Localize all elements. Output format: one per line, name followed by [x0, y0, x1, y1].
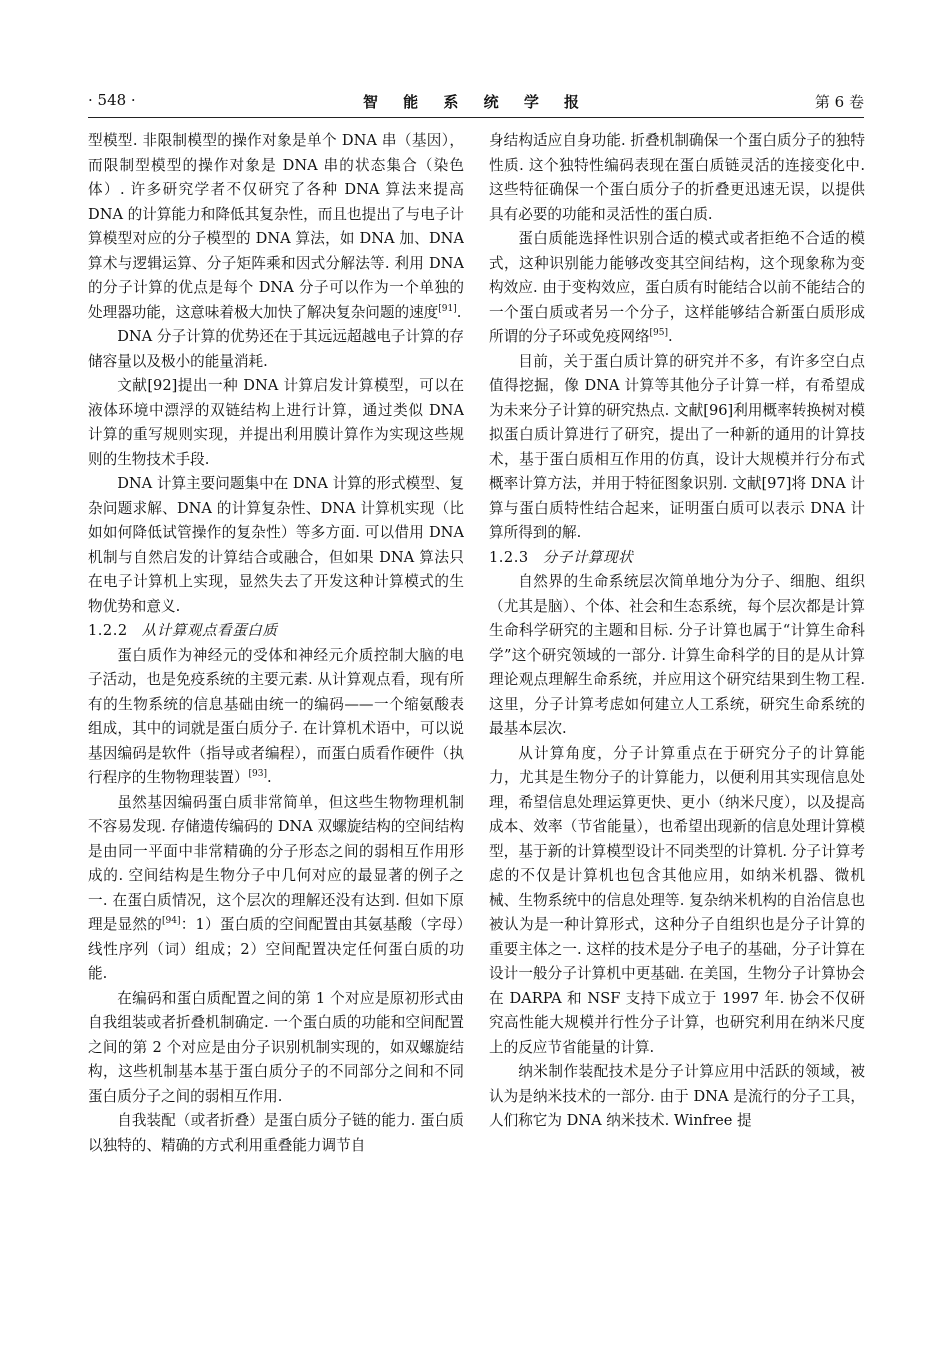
right-column — [489, 129, 865, 1309]
paragraph: 蛋白质作为神经元的受体和神经元介质控制大脑的电子活动，也是免疫系统的主要元素. 从计算观点看，现有所有的生物系统的信息基础由统一的编码——一个缩氨酸表组成，其中的词就是蛋白质分子. 在计算机术语中，可以说基因编码是软件（指导或者编程），而蛋白质看作硬件（执行程序的生物物理装置）[93]. — [88, 646, 464, 786]
paragraph: 目前，关于蛋白质计算的研究并不多，有许多空白点值得挖掘，像 DNA 计算等其他分子计算一样，有希望成为未来分子计算的研究热点. 文献[96]利用概率转换树对模拟蛋白质计算进行了研究，提出了一种新的通用的计算技术，基于蛋白质相互作用的仿真，设计大规模并行分布式概率计算方法，并用于特征图象识别. 文献[97]将 DNA 计算与蛋白质特性结合起来，证明蛋白质可以表示 DNA 计算所得到的解. — [489, 352, 865, 541]
paragraph: 自我装配（或者折叠）是蛋白质分子链的能力. 蛋白质以独特的、精确的方式利用重叠能力调节自 — [88, 1112, 464, 1154]
paragraph: DNA 计算主要问题集中在 DNA 计算的形式模型、复杂问题求解、DNA 的计算复杂性、DNA 计算机实现（比如如何降低试管操作的复杂性）等多方面. 可以借用 DNA 机制与自然启发的计算结合或融合，但如果 DNA 算法只在电子计算机上实现，显然失去了开发这种计算模式的生物优势和意义. — [88, 475, 464, 615]
section-title: 分子计算现状 — [542, 548, 634, 566]
paragraph: 虽然基因编码蛋白质非常简单，但这些生物物理机制不容易发现. 存储遗传编码的 DNA 双螺旋结构的空间结构是由同一平面中非常精确的分子形态之间的弱相互作用形成的. 空间结构是生物分子中几何对应的最显著的例子之一. 在蛋白质情况，这个层次的理解还没有达到. 但如下原理是显然的[94]：1）蛋白质的空间配置由其氨基酸（字母）线性序列（词）组成；2）空间配置决定任何蛋白质的功能. — [88, 793, 464, 982]
paragraph: 在编码和蛋白质配置之间的第 1 个对应是原初形式由自我组装或者折叠机制确定. 一个蛋白质的功能和空间配置之间的第 2 个对应是由分子识别机制实现的，如双螺旋结构，这些机制基本基于蛋白质分子的不同部分之间和不同蛋白质分子之间的弱相互作用. — [88, 989, 464, 1105]
paragraph: 文献[92]提出一种 DNA 计算启发计算模型，可以在液体环境中漂浮的双链结构上进行计算，通过类似 DNA 计算的重写规则实现，并提出利用膜计算作为实现这些规则的生物技术手段. — [88, 377, 464, 468]
paragraph: 蛋白质能选择性识别合适的模式或者拒绝不合适的模式，这种识别能力能够改变其空间结构，这个现象称为变构效应. 由于变构效应，蛋白质有时能结合以前不能结合的一个蛋白质或者另一个分子，这样能够结合新蛋白质形成所谓的分子环或免疫网络[95]. — [489, 230, 865, 345]
citation: [95] — [649, 328, 669, 339]
paragraph: 自然界的生命系统层次简单地分为分子、细胞、组织（尤其是脑）、个体、社会和生态系统，每个层次都是计算生命科学研究的主题和目标. 分子计算也属于“计算生命科学”这个研究领域的一部分. 计算生命科学的目的是从计算理论观点理解生命系统，并应用这个研究结果到生物工程. 这里，分子计算考虑如何建立人工系统，研究生命系统的最基本层次. — [489, 573, 865, 737]
citation: [94] — [162, 916, 181, 927]
citation: [91] — [438, 303, 457, 314]
left-column — [88, 129, 464, 1309]
paragraph: 型模型. 非限制模型的操作对象是单个 DNA 串（基因），而限制型模型的操作对象是 DNA 串的状态集合（染色体）. 许多研究学者不仅研究了各种 DNA 算法来提高 DNA 的计算能力和降低其复杂性，而且也提出了与电子计算模型对应的分子模型的 DNA 算法，如 DNA 加、DNA 算术与逻辑运算、分子矩阵乘和因式分解法等. 利用 DNA 的分子计算的优点是每个 DNA 分子可以作为一个单独的处理器功能，这意味着极大加快了解决复杂问题的速度[91]. — [88, 132, 464, 321]
journal-title: 智 能 系 统 学 报 — [362, 93, 590, 111]
paragraph: 从计算角度，分子计算重点在于研究分子的计算能力，尤其是生物分子的计算能力，以便利用其实现信息处理，希望信息处理运算更快、更小（纳米尺度），以及提高成本、效率（节省能量），也希望出现新的信息处理计算模型，基于新的计算模型设计不同类型的计算机. 分子计算考虑的不仅是计算机也包含其他应用，如纳米机器、微机械、生物系统中的信息处理等. 复杂纳米机构的自治信息也被认为是一种计算形式，这种分子自组织也是分子计算的重要主体之一. 这样的技术是分子电子的基础，分子计算在设计一般分子计算机中更基础. 在美国，生物分子计算协会在 DARPA 和 NSF 支持下成立于 1997 年. 协会不仅研究高性能大规模并行性分子计算，也研究利用在纳米尺度上的反应节省能量的计算. — [489, 744, 865, 1056]
paragraph: DNA 分子计算的优势还在于其远远超越电子计算的存储容量以及极小的能量消耗. — [88, 328, 464, 370]
section-number: 1.2.2 — [88, 622, 128, 639]
section-heading — [489, 546, 865, 571]
section-heading — [88, 619, 464, 644]
volume-label: 第 6 卷 — [814, 93, 864, 111]
section-title: 从计算观点看蛋白质 — [141, 622, 278, 639]
running-header — [88, 91, 864, 113]
section-number: 1.2.3 — [489, 548, 529, 566]
paragraph: 纳米制作装配技术是分子计算应用中活跃的领域，被认为是纳米技术的一部分. 由于 DNA 是流行的分子工具，人们称它为 DNA 纳米技术. Winfree 提 — [489, 1063, 865, 1129]
page-number: · 548 · — [88, 91, 136, 109]
paragraph: 身结构适应自身功能. 折叠机制确保一个蛋白质分子的独特性质. 这个独特性编码表现在蛋白质链灵活的连接变化中. 这些特征确保一个蛋白质分子的折叠更迅速无误，以提供具有必要的功能和灵活性的蛋白质. — [489, 132, 865, 223]
header-rule — [88, 117, 864, 118]
citation: [93] — [248, 769, 268, 780]
